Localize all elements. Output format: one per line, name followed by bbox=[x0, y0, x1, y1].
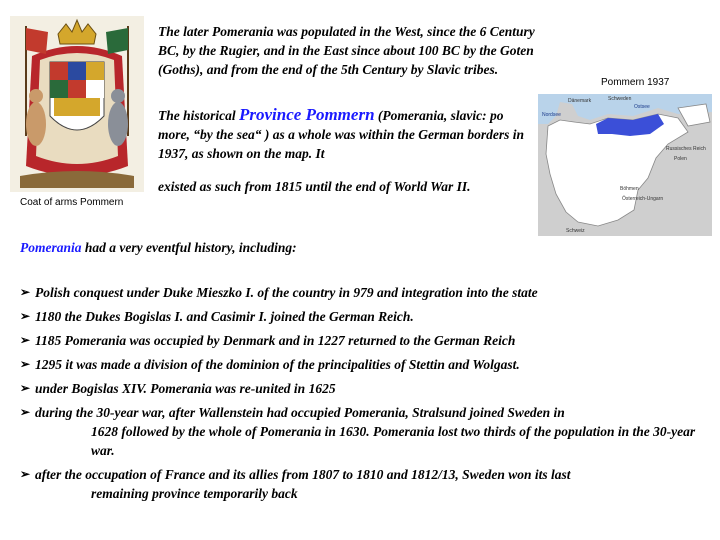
list-item bbox=[20, 379, 710, 398]
map-caption: Pommern 1937 bbox=[601, 77, 670, 88]
history-list bbox=[20, 283, 710, 508]
arrow-bullet-icon: ➢ bbox=[20, 405, 31, 419]
list-item bbox=[20, 307, 710, 326]
event-text-continued: 1628 followed by the whole of Pomerania in 1630. Pomerania lost two thirds of the population in the 30-year war. bbox=[91, 424, 696, 458]
map-label-nordsee: Nordsee bbox=[542, 112, 561, 118]
map-label-schweden: Schweden bbox=[608, 96, 632, 102]
arrow-bullet-icon: ➢ bbox=[20, 333, 31, 347]
coat-of-arms-image bbox=[10, 16, 144, 192]
map-label-ostsee: Ostsee bbox=[634, 104, 650, 110]
list-item bbox=[20, 403, 710, 460]
event-text: Polish conquest under Duke Mieszko I. of the country in 979 and integration into the state bbox=[35, 285, 538, 300]
history-intro-text: had a very eventful history, including: bbox=[81, 240, 297, 255]
map-label-danemark: Dänemark bbox=[568, 98, 592, 104]
arrow-bullet-icon: ➢ bbox=[20, 309, 31, 323]
map-label-schweiz: Schweiz bbox=[566, 228, 585, 234]
event-text-continued: remaining province temporarily back bbox=[91, 486, 298, 501]
list-item bbox=[20, 465, 710, 503]
list-item bbox=[20, 331, 710, 350]
arrow-bullet-icon: ➢ bbox=[20, 357, 31, 371]
list-item bbox=[20, 283, 710, 302]
arrow-bullet-icon: ➢ bbox=[20, 467, 31, 481]
event-text: 1185 Pomerania was occupied by Denmark and in 1227 returned to the German Reich bbox=[35, 333, 516, 348]
map-label-bohmen: Böhmen bbox=[620, 186, 639, 192]
event-text: 1180 the Dukes Bogislas I. and Casimir I. joined the German Reich. bbox=[35, 309, 414, 324]
arrow-bullet-icon: ➢ bbox=[20, 381, 31, 395]
pommern-1937-map bbox=[538, 94, 712, 236]
event-text: under Bogislas XIV. Pomerania was re-united in 1625 bbox=[35, 381, 336, 396]
arrow-bullet-icon: ➢ bbox=[20, 285, 31, 299]
event-text: 1295 it was made a division of the dominion of the principalities of Stettin and Wolgast. bbox=[35, 357, 520, 372]
history-intro bbox=[20, 238, 297, 257]
intro-paragraph: The later Pomerania was populated in the West, since the 6 Century BC, by the Rugier, and in the East since about 100 BC by the Goten (Goths), and from the end of the 5th Century by Slavic tribes. bbox=[158, 24, 535, 77]
event-text: after the occupation of France and its allies from 1807 to 1810 and 1812/13, Sweden won its last bbox=[35, 467, 571, 482]
map-label-osterreich: Österreich-Ungarn bbox=[622, 196, 664, 202]
list-item bbox=[20, 355, 710, 374]
province-paragraph bbox=[158, 105, 538, 163]
province-text-before: The historical bbox=[158, 108, 240, 123]
province-text-after: (Pomerania, slavic: po more, “by the sea“ ) as a whole was within the German borders in 1937, as shown on the map. It bbox=[158, 108, 525, 161]
event-text: during the 30-year war, after Wallenstein had occupied Pomerania, Stralsund joined Sweden in bbox=[35, 405, 565, 420]
map-label-polen: Polen bbox=[674, 156, 687, 162]
coat-of-arms-caption: Coat of arms Pommern bbox=[20, 197, 124, 208]
existence-paragraph: existed as such from 1815 until the end of World War II. bbox=[158, 179, 471, 194]
map-label-russisches-reich: Russisches Reich bbox=[666, 146, 706, 152]
history-intro-name: Pomerania bbox=[20, 240, 82, 255]
province-name: Province Pommern bbox=[239, 105, 375, 124]
